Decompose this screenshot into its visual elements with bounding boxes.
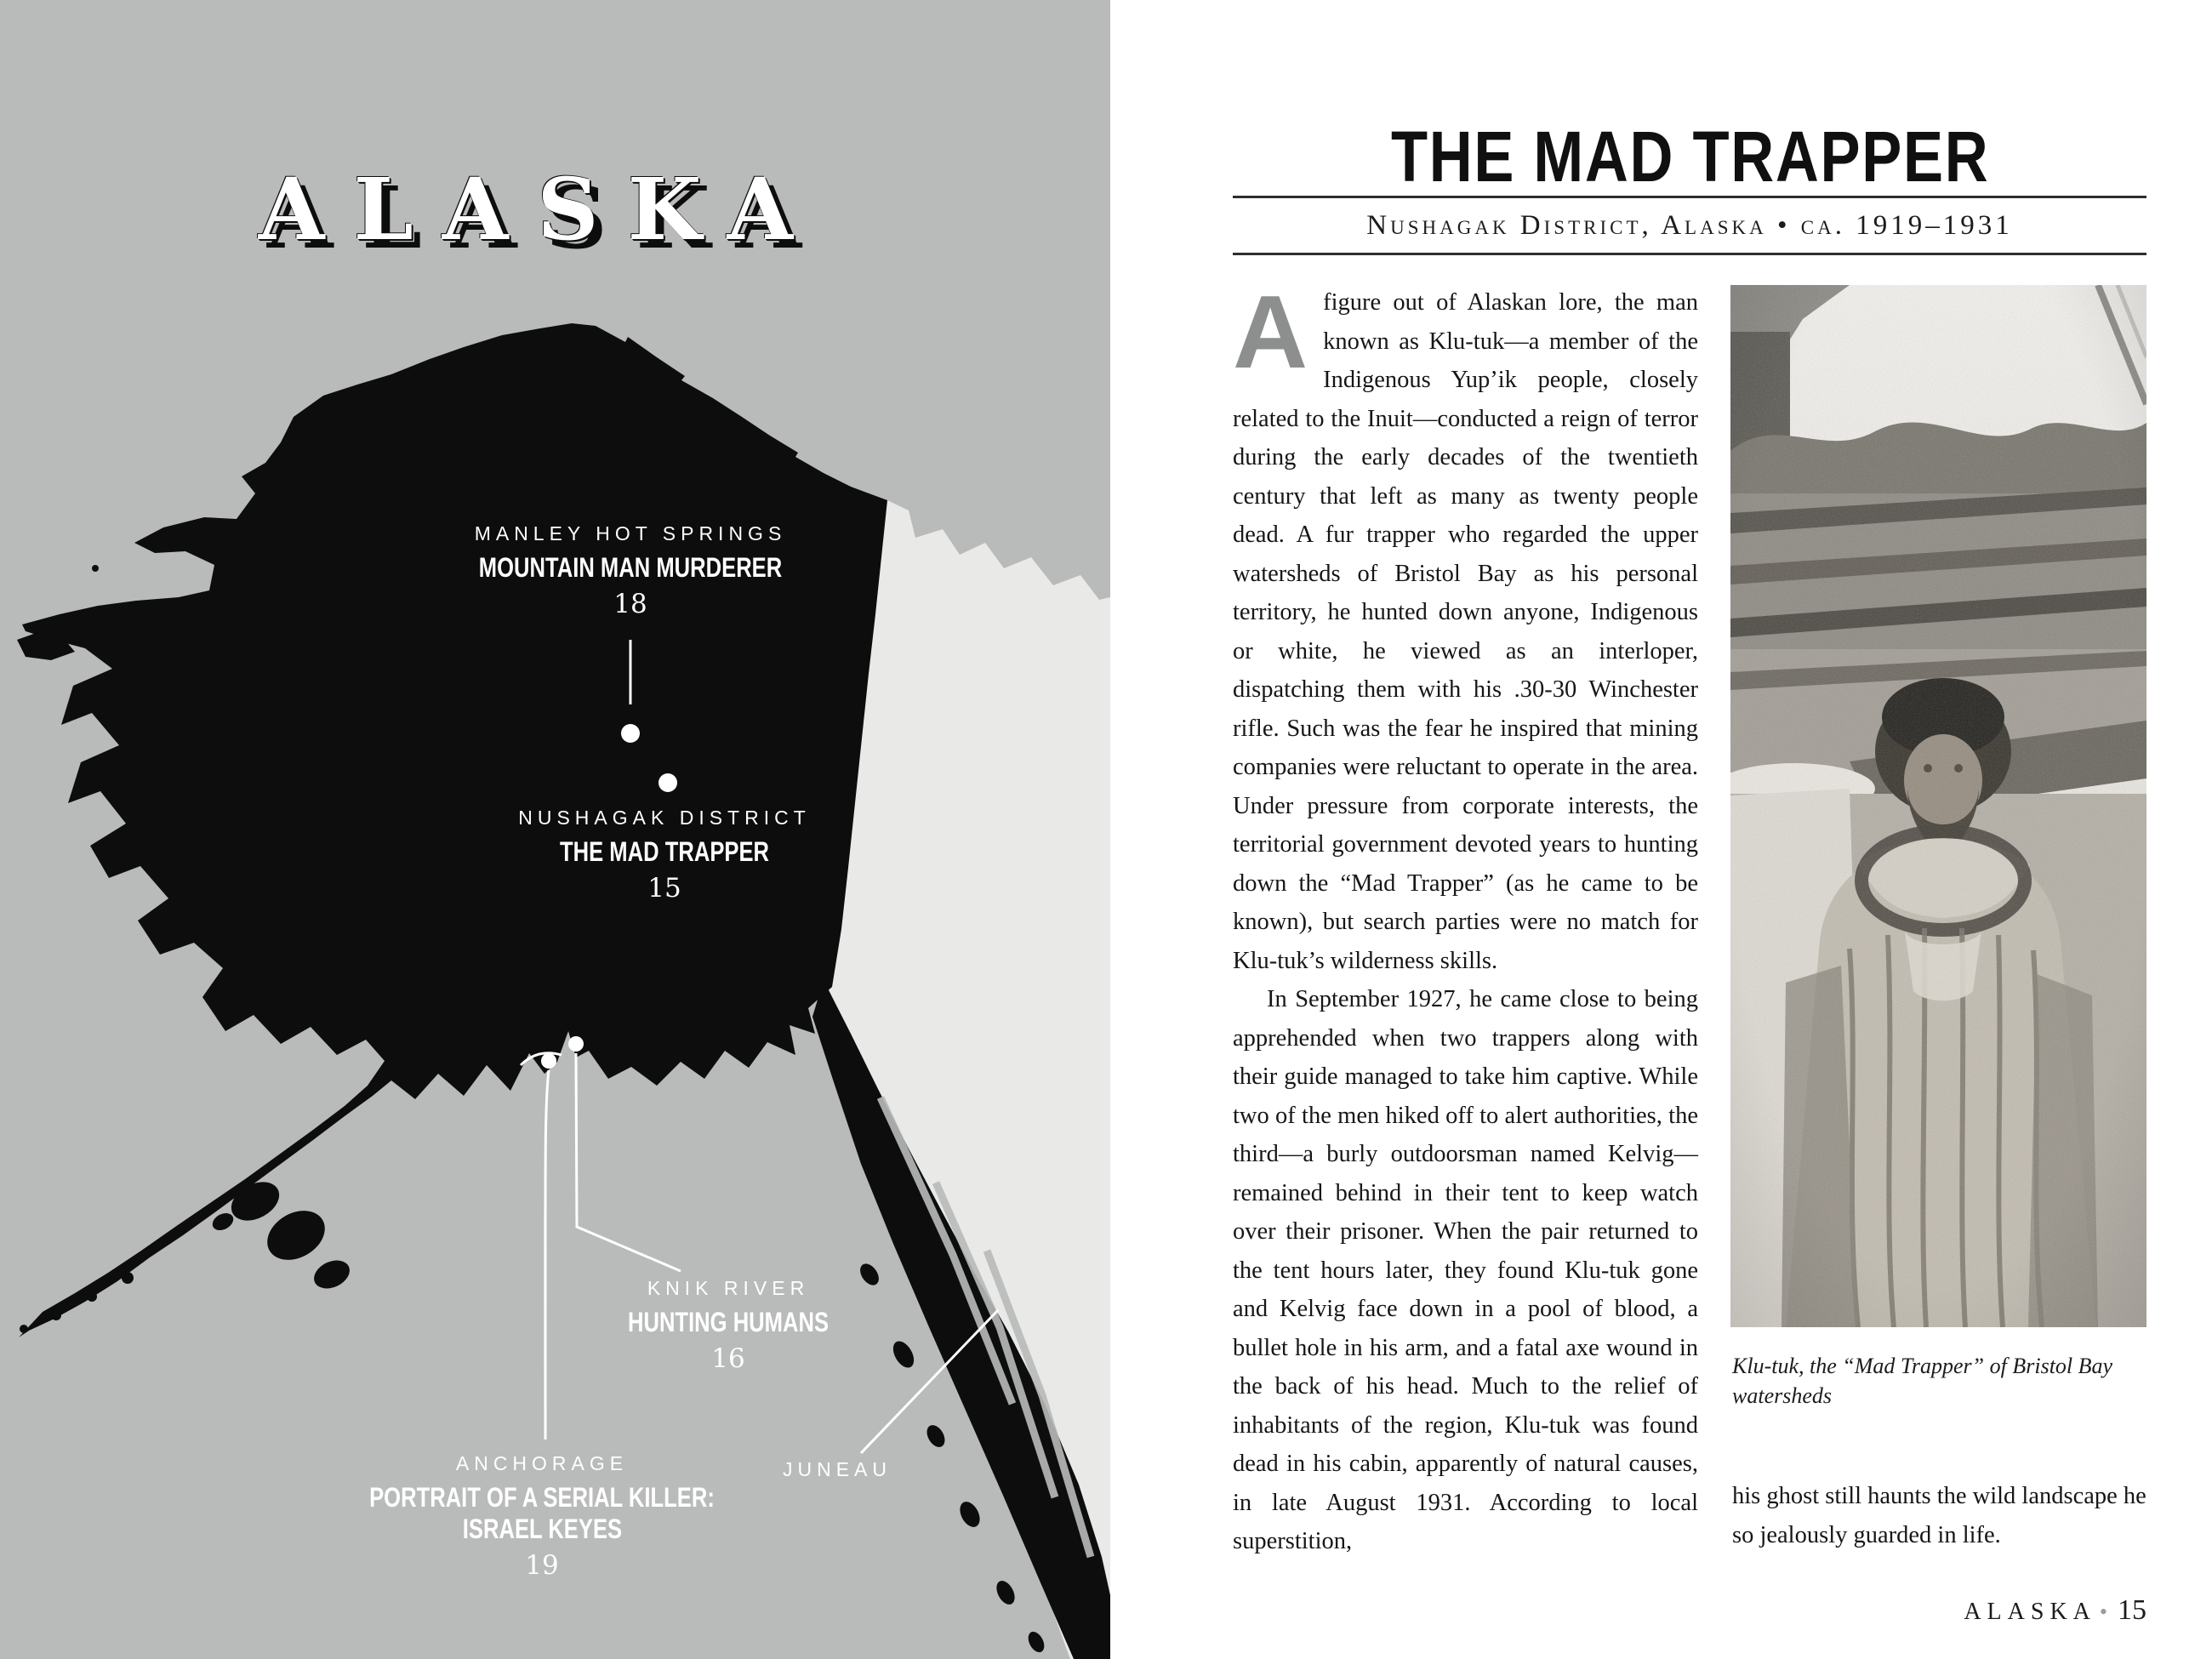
- photo-caption: Klu-tuk, the “Mad Trapper” of Bristol Bay watersheds: [1732, 1354, 2113, 1408]
- place-name: NUSHAGAK DISTRICT: [518, 807, 811, 829]
- marker-dot-nushagak: [658, 773, 677, 792]
- map-label-manley: [441, 524, 820, 618]
- chapter-title: THE MAD TRAPPER: [1390, 117, 1990, 197]
- marker-dot-knik: [568, 1036, 584, 1052]
- place-name: KNIK RIVER: [647, 1277, 810, 1299]
- story-page-number: 18: [613, 588, 647, 619]
- map-page-title: ALASKA: [258, 159, 823, 259]
- paragraph-1-text: figure out of Alaskan lore, the man known as Klu-tuk—a member of the Indigenous Yup’ik people, closely related to the Inuit—conducted a reign of terror during the early decades of the twentieth century that left as many as twenty people dead. A fur trapper who regarded the upper watersheds of Bristol Bay as his personal territory, he hunted down anyone, Indigenous or white, he viewed as an interloper, dispatching them with his .30-30 Winchester rifle. Such was the fear he inspired that mining companies were reluctant to operate in the area. Under pressure from corporate interests, the territorial government devoted years to hunting down the “Mad Trapper” (as he came to be known), but search parties were no match for Klu-tuk’s wilderness skills.: [1233, 289, 1698, 974]
- header-rule-top: [1233, 196, 2146, 198]
- page-footer: [1732, 1594, 2146, 1627]
- map-label-juneau: [783, 1460, 892, 1479]
- paragraph-2: In September 1927, he came close to being apprehended when two trappers along with their guide managed to take him captive. While two of the men hiked off to alert authorities, the third—a burly outdoorsman named Kelvig—remained behind in their tent to keep watch over their prisoner. When the pair returned to the tent hours later, they found Klu-tuk gone and Kelvig face down in a pool of blood, a bullet hole in his arm, and a fatal axe wound in the back of his head. Much to the relief of inhabitants of the region, Klu-tuk was found dead in his cabin, apparently of natural causes, in late August 1931. According to local superstition,: [1233, 986, 1698, 1554]
- marker-dot-manley: [621, 724, 640, 743]
- drop-cap: A: [1233, 274, 1308, 390]
- place-name: MANLEY HOT SPRINGS: [474, 522, 787, 544]
- map-label-knik: [602, 1279, 853, 1372]
- story-title: MOUNTAIN MAN MURDERER: [478, 552, 783, 583]
- story-title: HUNTING HUMANS: [627, 1307, 830, 1337]
- chapter-subtitle: Nushagak District, Alaska • ca. 1919–1931: [1366, 210, 2013, 241]
- marker-dot-anchorage: [541, 1053, 556, 1069]
- place-name: JUNEAU: [782, 1458, 892, 1480]
- footer-section-label: ALASKA: [1964, 1599, 2096, 1625]
- story-title: PORTRAIT OF A SERIAL KILLER: ISRAEL KEYES: [369, 1482, 715, 1544]
- chapter-page: [1110, 0, 2212, 1659]
- story-title-line2: ISRAEL KEYES: [462, 1513, 622, 1544]
- story-page-number: 19: [525, 1549, 559, 1581]
- story-page-number: 16: [711, 1343, 745, 1374]
- place-name: ANCHORAGE: [455, 1452, 629, 1474]
- klu-tuk-photo: [1730, 285, 2146, 1327]
- story-title: THE MAD TRAPPER: [559, 836, 770, 867]
- body-text-column: [1233, 274, 1698, 1561]
- paragraph-1: [1233, 274, 1698, 980]
- header-rule-bottom: [1233, 253, 2146, 255]
- map-islet: [92, 565, 99, 572]
- photo-illustration: [1730, 285, 2146, 1327]
- column-2-continuation: his ghost still haunts the wild landscape he so jealously guarded in life.: [1732, 1483, 2146, 1548]
- footer-page-number: 15: [2118, 1594, 2146, 1626]
- story-page-number: 15: [647, 872, 681, 904]
- footer-separator-dot: •: [2099, 1599, 2107, 1624]
- map-label-nushagak: [518, 808, 811, 902]
- map-label-anchorage: [326, 1454, 757, 1579]
